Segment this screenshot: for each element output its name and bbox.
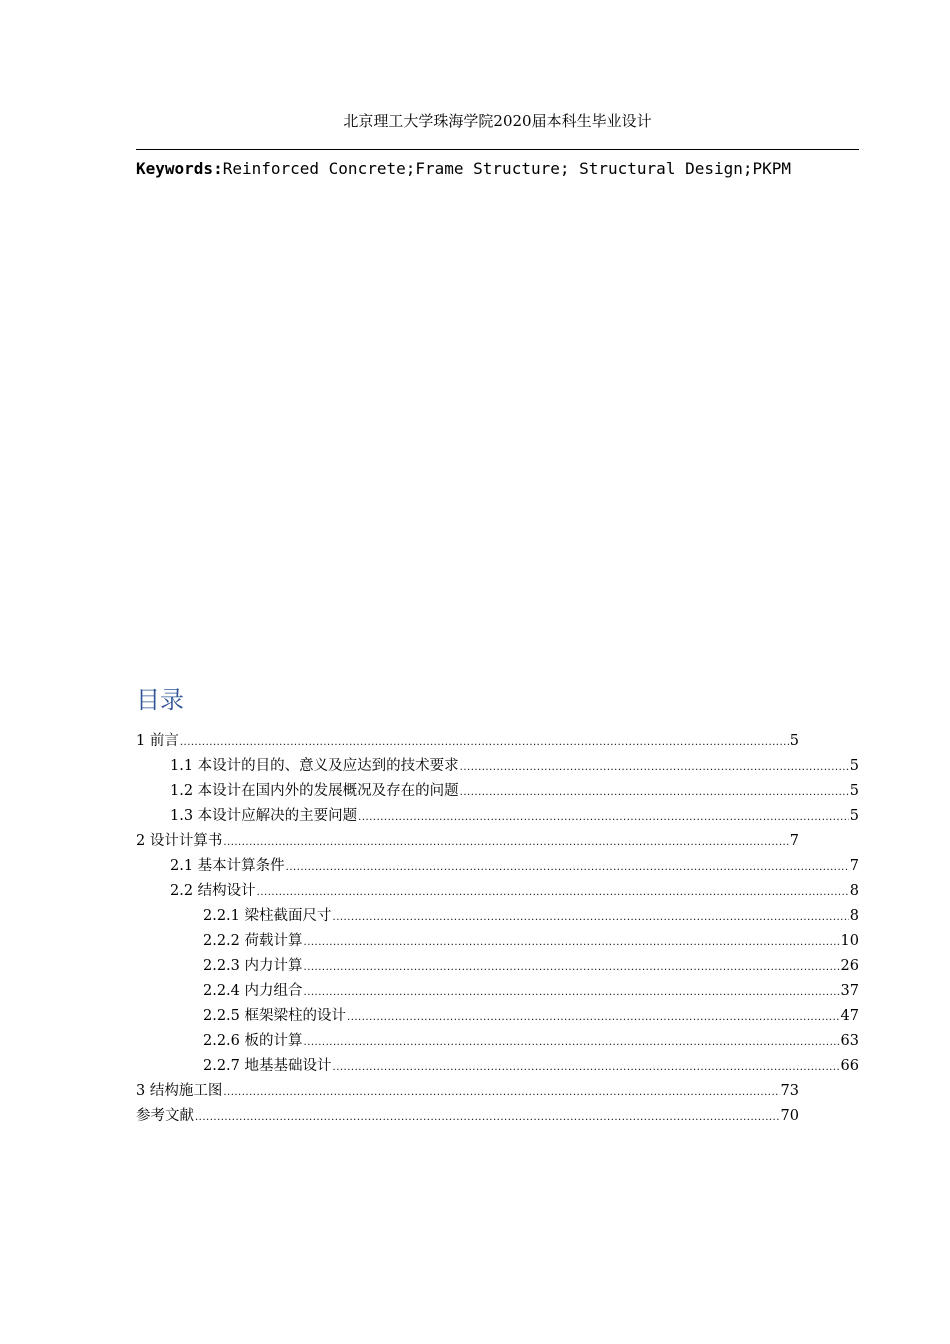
toc-entry-page: 5 (849, 758, 859, 774)
toc-leader-dots (195, 1106, 780, 1130)
toc-entry[interactable] (136, 1104, 799, 1128)
toc-entry-label: 2.2 结构设计 (170, 883, 256, 899)
toc-entry-page: 26 (840, 958, 859, 974)
toc-leader-dots (180, 731, 789, 755)
toc-entry[interactable] (203, 904, 859, 928)
toc-entry-label: 2.2.1 梁柱截面尺寸 (203, 908, 332, 924)
toc-entry[interactable] (203, 929, 859, 953)
toc-entry-label: 2.1 基本计算条件 (170, 858, 285, 874)
toc-entry[interactable] (170, 879, 859, 903)
toc-entry-label: 2.2.5 框架梁柱的设计 (203, 1008, 347, 1024)
toc-entry-label: 2.2.3 内力计算 (203, 958, 303, 974)
page-header: 北京理工大学珠海学院2020届本科生毕业设计 (343, 112, 652, 130)
toc-entry-page: 8 (849, 883, 859, 899)
toc-entry[interactable] (203, 1054, 859, 1078)
toc-entry-page: 8 (849, 908, 859, 924)
toc-entry-page: 70 (780, 1108, 799, 1124)
keywords-label: Keywords: (136, 159, 223, 178)
toc-leader-dots (358, 806, 849, 830)
keywords-line (136, 158, 791, 180)
toc-entry-label: 2.2.2 荷载计算 (203, 933, 303, 949)
toc-entry[interactable] (170, 754, 859, 778)
toc-entry[interactable] (203, 1029, 859, 1053)
toc-entry-page: 66 (840, 1058, 859, 1074)
toc-entry-label: 1.3 本设计应解决的主要问题 (170, 808, 358, 824)
toc-entry-label: 参考文献 (136, 1108, 194, 1124)
toc-leader-dots (460, 781, 849, 805)
toc-entry[interactable] (170, 804, 859, 828)
toc-leader-dots (460, 756, 849, 780)
toc-entry-label: 2.2.4 内力组合 (203, 983, 303, 999)
toc-entry[interactable] (203, 1004, 859, 1028)
toc-entry[interactable] (203, 979, 859, 1003)
keywords-text: Reinforced Concrete;Frame Structure; Structural Design;PKPM (222, 159, 792, 178)
toc-leader-dots (286, 856, 849, 880)
toc-entry-label: 2 设计计算书 (136, 833, 223, 849)
toc-title: 目录 (136, 686, 184, 714)
toc-entry-page: 10 (840, 933, 859, 949)
toc-entry-page: 7 (789, 833, 799, 849)
toc-leader-dots (223, 831, 788, 855)
toc-leader-dots (304, 981, 840, 1005)
toc-entry-page: 7 (849, 858, 859, 874)
toc-entry-page: 5 (789, 733, 799, 749)
toc-entry-page: 5 (849, 783, 859, 799)
toc-entry-page: 63 (840, 1033, 859, 1049)
toc-leader-dots (333, 1056, 840, 1080)
toc-entry-label: 1.2 本设计在国内外的发展概况及存在的问题 (170, 783, 459, 799)
toc-entry-label: 1.1 本设计的目的、意义及应达到的技术要求 (170, 758, 459, 774)
toc-entry-label: 2.2.6 板的计算 (203, 1033, 303, 1049)
toc-entry-page: 37 (840, 983, 859, 999)
toc-entry[interactable] (170, 779, 859, 803)
toc-entry-label: 1 前言 (136, 733, 179, 749)
toc-entry-label: 3 结构施工图 (136, 1083, 223, 1099)
toc-entry-page: 73 (780, 1083, 799, 1099)
toc-entry-page: 5 (849, 808, 859, 824)
toc-leader-dots (304, 931, 840, 955)
toc-leader-dots (304, 956, 840, 980)
toc-leader-dots (347, 1006, 840, 1030)
toc-entry-label: 2.2.7 地基基础设计 (203, 1058, 332, 1074)
toc-leader-dots (304, 1031, 840, 1055)
toc-leader-dots (333, 906, 849, 930)
toc-entry[interactable] (136, 729, 799, 753)
toc-entry[interactable] (136, 829, 799, 853)
toc-entry[interactable] (170, 854, 859, 878)
toc-entry[interactable] (136, 1079, 799, 1103)
header-rule (136, 149, 859, 150)
toc-leader-dots (257, 881, 849, 905)
toc-entry[interactable] (203, 954, 859, 978)
toc-entry-page: 47 (840, 1008, 859, 1024)
toc-leader-dots (223, 1081, 779, 1105)
